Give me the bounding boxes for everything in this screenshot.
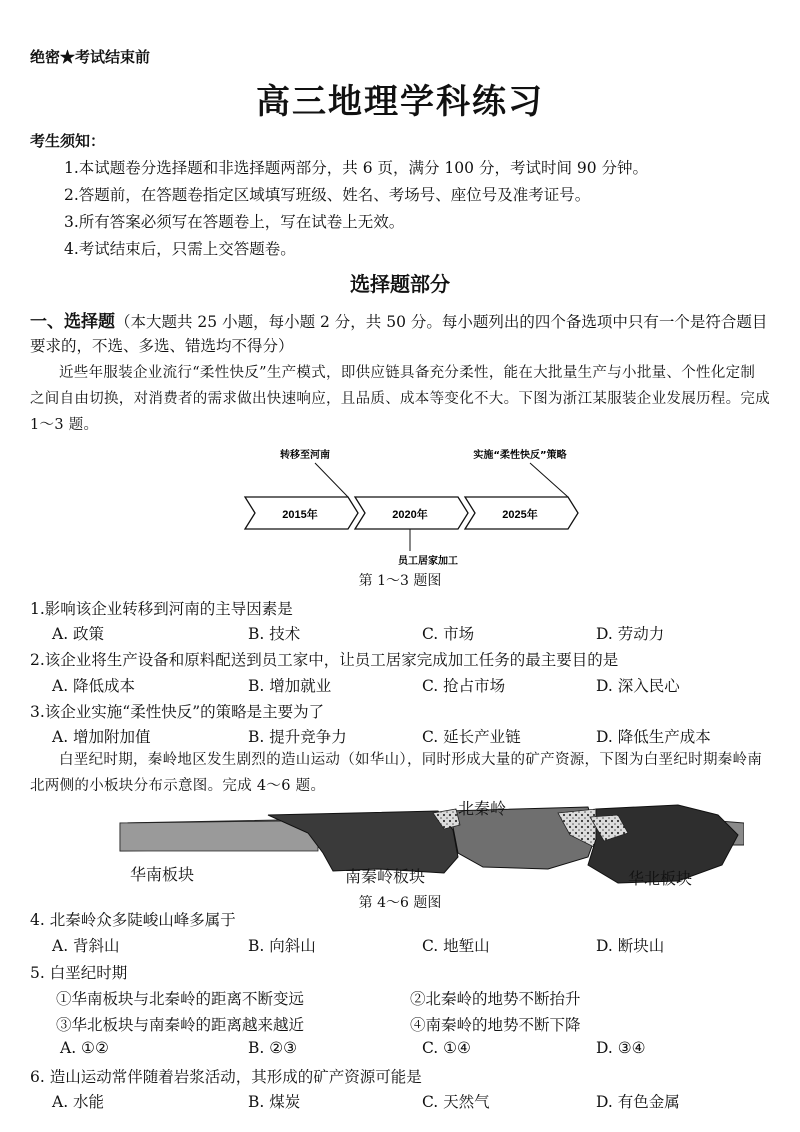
option-c: C. 市场 bbox=[422, 625, 475, 643]
option-c: C. 天然气 bbox=[422, 1093, 490, 1111]
figure-caption: 第 1～3 题图 bbox=[358, 573, 442, 589]
part-label: 一、选择题 bbox=[30, 312, 115, 332]
statement-3: ③华北板块与南秦岭的距离越来越近 bbox=[56, 1016, 305, 1034]
option-b: B. ②③ bbox=[248, 1039, 298, 1057]
option-b: B. 技术 bbox=[248, 625, 301, 643]
timeline-label-strategy: 实施“柔性快反”策略 bbox=[473, 450, 567, 461]
question-6: 6. 造山运动常伴随着岩浆活动，其形成的矿产资源可能是 bbox=[30, 1068, 422, 1086]
label-north-qinling: 北秦岭 bbox=[458, 799, 507, 818]
option-d: D. 有色金属 bbox=[596, 1093, 680, 1111]
label-south-china-plate: 华南板块 bbox=[130, 865, 195, 884]
question-stem-4-6: 白垩纪时期，秦岭地区发生剧烈的造山运动（如华山），同时形成大量的矿产资源，下图为白垩纪时期秦岭南北两侧的小板块分布示意图。完成 4～6 题。 bbox=[30, 752, 763, 794]
option-d: D. 降低生产成本 bbox=[596, 728, 711, 746]
option-a: A. 背斜山 bbox=[52, 937, 120, 955]
leader-line bbox=[315, 463, 348, 497]
timeline-label-home-work: 员工居家加工 bbox=[398, 556, 458, 567]
question-1: 1.影响该企业转移到河南的主导因素是 bbox=[30, 600, 293, 618]
question-stem-1-3: 近些年服装企业流行“柔性快反”生产模式，即供应链具备充分柔性，能在大批量生产与小批量、个性化定制之间自由切换，对消费者的需求做出快速响应，且品质、成本等变化不大。下图为浙江某服装企业发展历程。完成 1～3 题。 bbox=[30, 365, 770, 433]
option-a: A. 政策 bbox=[52, 625, 105, 643]
option-c: C. 延长产业链 bbox=[422, 728, 521, 746]
option-a: A. 降低成本 bbox=[52, 677, 136, 695]
option-d: D. 深入民心 bbox=[596, 677, 680, 695]
figure-caption: 第 4～6 题图 bbox=[358, 895, 442, 911]
option-b: B. 煤炭 bbox=[248, 1093, 301, 1111]
option-b: B. 增加就业 bbox=[248, 677, 332, 695]
question-4: 4. 北秦岭众多陡峻山峰多属于 bbox=[30, 911, 236, 929]
notice-heading: 考生须知： bbox=[30, 132, 106, 150]
timeline-year: 2020年 bbox=[392, 509, 428, 521]
option-a: A. 水能 bbox=[52, 1093, 105, 1111]
option-b: B. 向斜山 bbox=[248, 937, 316, 955]
notice-item: 1.本试题卷分选择题和非选择题两部分，共 6 页，满分 100 分，考试时间 90 分钟。 bbox=[64, 159, 649, 177]
notice-item: 2.答题前，在答题卷指定区域填写班级、姓名、考场号、座位号及准考证号。 bbox=[64, 186, 591, 204]
option-a: A. ①② bbox=[60, 1039, 109, 1057]
option-c: C. ①④ bbox=[422, 1039, 471, 1057]
option-c: C. 地堑山 bbox=[422, 937, 490, 955]
leader-line bbox=[530, 463, 568, 497]
label-south-qinling-plate: 南秦岭板块 bbox=[345, 867, 426, 886]
statement-1: ①华南板块与北秦岭的距离不断变远 bbox=[56, 990, 305, 1008]
option-d: D. ③④ bbox=[596, 1039, 646, 1057]
option-d: D. 断块山 bbox=[596, 937, 665, 955]
option-b: B. 提升竞争力 bbox=[248, 728, 347, 746]
confidential-label: 绝密★考试结束前 bbox=[30, 48, 151, 66]
label-north-china-plate: 华北板块 bbox=[628, 869, 693, 888]
option-c: C. 抢占市场 bbox=[422, 677, 506, 695]
option-a: A. 增加附加值 bbox=[52, 728, 151, 746]
notice-item: 4.考试结束后，只需上交答题卷。 bbox=[64, 240, 296, 258]
question-5: 5. 白垩纪时期 bbox=[30, 964, 128, 982]
option-d: D. 劳动力 bbox=[596, 625, 665, 643]
statement-2: ②北秦岭的地势不断抬升 bbox=[410, 990, 581, 1008]
timeline-label-relocate: 转移至河南 bbox=[280, 450, 330, 461]
south-china-plate bbox=[120, 821, 318, 851]
timeline-year: 2025年 bbox=[502, 509, 538, 521]
timeline-figure bbox=[230, 445, 600, 570]
question-3: 3.该企业实施“柔性快反”的策略是主要为了 bbox=[30, 703, 325, 721]
part-heading bbox=[30, 310, 775, 358]
statement-4: ④南秦岭的地势不断下降 bbox=[410, 1016, 581, 1034]
section-title: 选择题部分 bbox=[350, 272, 450, 296]
notice-item: 3.所有答案必须写在答题卷上，写在试卷上无效。 bbox=[64, 213, 405, 231]
exam-title: 高三地理学科练习 bbox=[256, 82, 544, 122]
part-description: （本大题共 25 小题，每小题 2 分，共 50 分。每小题列出的四个备选项中只有一个是符合题目要求的，不选、多选、错选均不得分） bbox=[30, 313, 768, 355]
question-2: 2.该企业将生产设备和原料配送到员工家中，让员工居家完成加工任务的最主要目的是 bbox=[30, 651, 619, 669]
timeline-year: 2015年 bbox=[282, 509, 318, 521]
